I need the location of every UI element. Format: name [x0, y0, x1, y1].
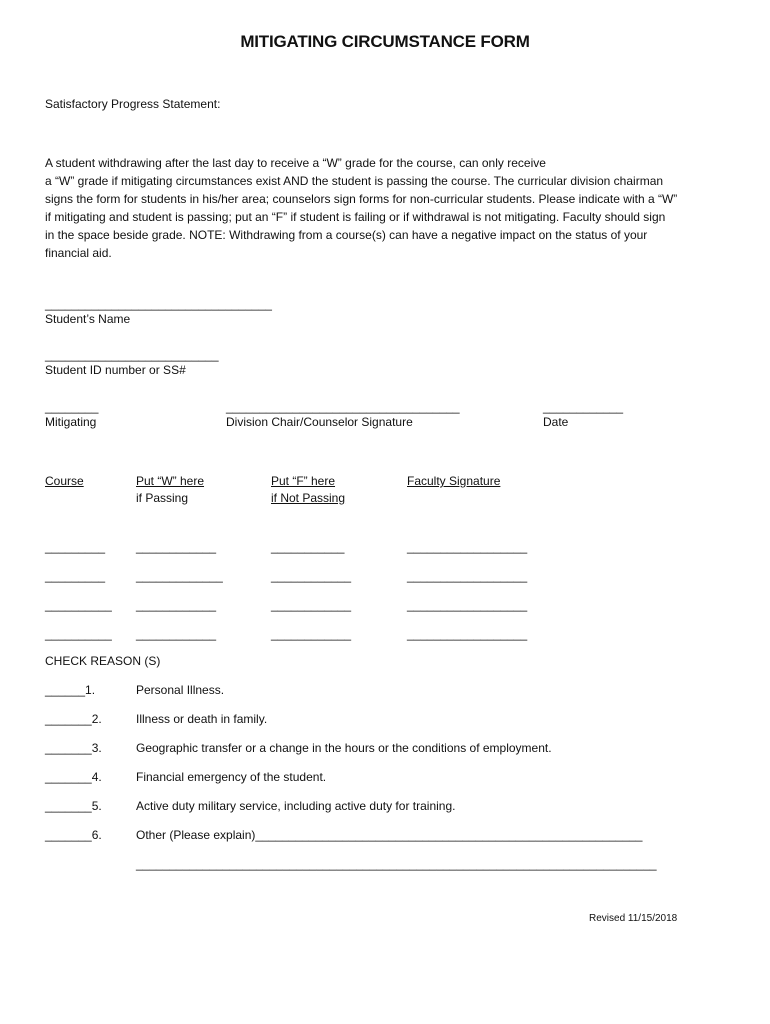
f-field[interactable]: ____________	[271, 569, 352, 583]
f-column-header: Put “F” here	[271, 474, 336, 488]
w-column-header: Put “W” here	[136, 474, 205, 488]
w-field[interactable]: ____________	[136, 540, 217, 554]
student-id-label: Student ID number or SS#	[45, 363, 186, 377]
paragraph-line: signs the form for students in his/her area; counselors sign forms for non-curricular students. Please indicate with a “W”	[45, 192, 678, 206]
student-name-label: Student’s Name	[45, 312, 131, 326]
reason-checkbox-blank[interactable]: _______3.	[45, 741, 102, 755]
w-field[interactable]: ____________	[136, 627, 217, 641]
course-field[interactable]: _________	[45, 569, 106, 583]
other-reason-field[interactable]: Other (Please explain)__________________________________________________________	[136, 828, 643, 842]
course-field[interactable]: _________	[45, 540, 106, 554]
w-column-subheader: if Passing	[136, 491, 189, 505]
f-field[interactable]: ____________	[271, 598, 352, 612]
reason-checkbox-blank[interactable]: _______5.	[45, 799, 102, 813]
f-column-subheader: if Not Passing	[271, 491, 346, 505]
reason-text: Active duty military service, including active duty for training.	[136, 799, 456, 813]
faculty-signature-header: Faculty Signature	[407, 474, 501, 488]
check-reason-heading: CHECK REASON (S)	[45, 654, 161, 668]
f-field[interactable]: ___________	[271, 540, 345, 554]
course-field[interactable]: __________	[45, 627, 112, 641]
paragraph-line: if mitigating and student is passing; put an “F” if student is failing or if withdrawal is not mitigating. Faculty should sign	[45, 210, 666, 224]
reason-checkbox-blank[interactable]: ______1.	[45, 683, 96, 697]
faculty-signature-field[interactable]: __________________	[407, 627, 528, 641]
revised-date: Revised 11/15/2018	[589, 913, 678, 924]
student-name-field[interactable]: __________________________________	[45, 297, 272, 311]
other-reason-continuation-line[interactable]: ______________________________________________________________________________	[136, 857, 657, 871]
w-field[interactable]: ____________	[136, 598, 217, 612]
course-header: Course	[45, 474, 84, 488]
faculty-signature-field[interactable]: __________________	[407, 540, 528, 554]
faculty-signature-field[interactable]: __________________	[407, 569, 528, 583]
instructions-paragraph	[45, 154, 735, 262]
date-field[interactable]: ____________	[543, 400, 624, 414]
date-label: Date	[543, 415, 569, 429]
course-field[interactable]: __________	[45, 598, 112, 612]
mitigating-field[interactable]: ________	[45, 400, 99, 414]
paragraph-line: financial aid.	[45, 246, 112, 260]
division-chair-signature-field[interactable]: ___________________________________	[226, 400, 460, 414]
reason-text: Illness or death in family.	[136, 712, 268, 726]
reason-text: Geographic transfer or a change in the hours or the conditions of employment.	[136, 741, 552, 755]
faculty-signature-field[interactable]: __________________	[407, 598, 528, 612]
reason-checkbox-blank[interactable]: _______2.	[45, 712, 102, 726]
paragraph-line: A student withdrawing after the last day to receive a “W” grade for the course, can only receive	[45, 156, 546, 170]
student-id-field[interactable]: __________________________	[45, 348, 219, 362]
paragraph-line: a “W” grade if mitigating circumstances exist AND the student is passing the course. The curricular division chairman	[45, 174, 664, 188]
reason-text: Personal Illness.	[136, 683, 225, 697]
reason-text: Financial emergency of the student.	[136, 770, 327, 784]
statement-heading: Satisfactory Progress Statement:	[45, 97, 221, 111]
division-chair-signature-label: Division Chair/Counselor Signature	[226, 415, 413, 429]
w-field[interactable]: _____________	[136, 569, 223, 583]
f-field[interactable]: ____________	[271, 627, 352, 641]
mitigating-label: Mitigating	[45, 415, 97, 429]
reason-checkbox-blank[interactable]: _______6.	[45, 828, 102, 842]
form-title: MITIGATING CIRCUMSTANCE FORM	[240, 32, 530, 51]
paragraph-line: in the space beside grade. NOTE: Withdrawing from a course(s) can have a negative impact on the status of your	[45, 228, 648, 242]
reason-checkbox-blank[interactable]: _______4.	[45, 770, 102, 784]
